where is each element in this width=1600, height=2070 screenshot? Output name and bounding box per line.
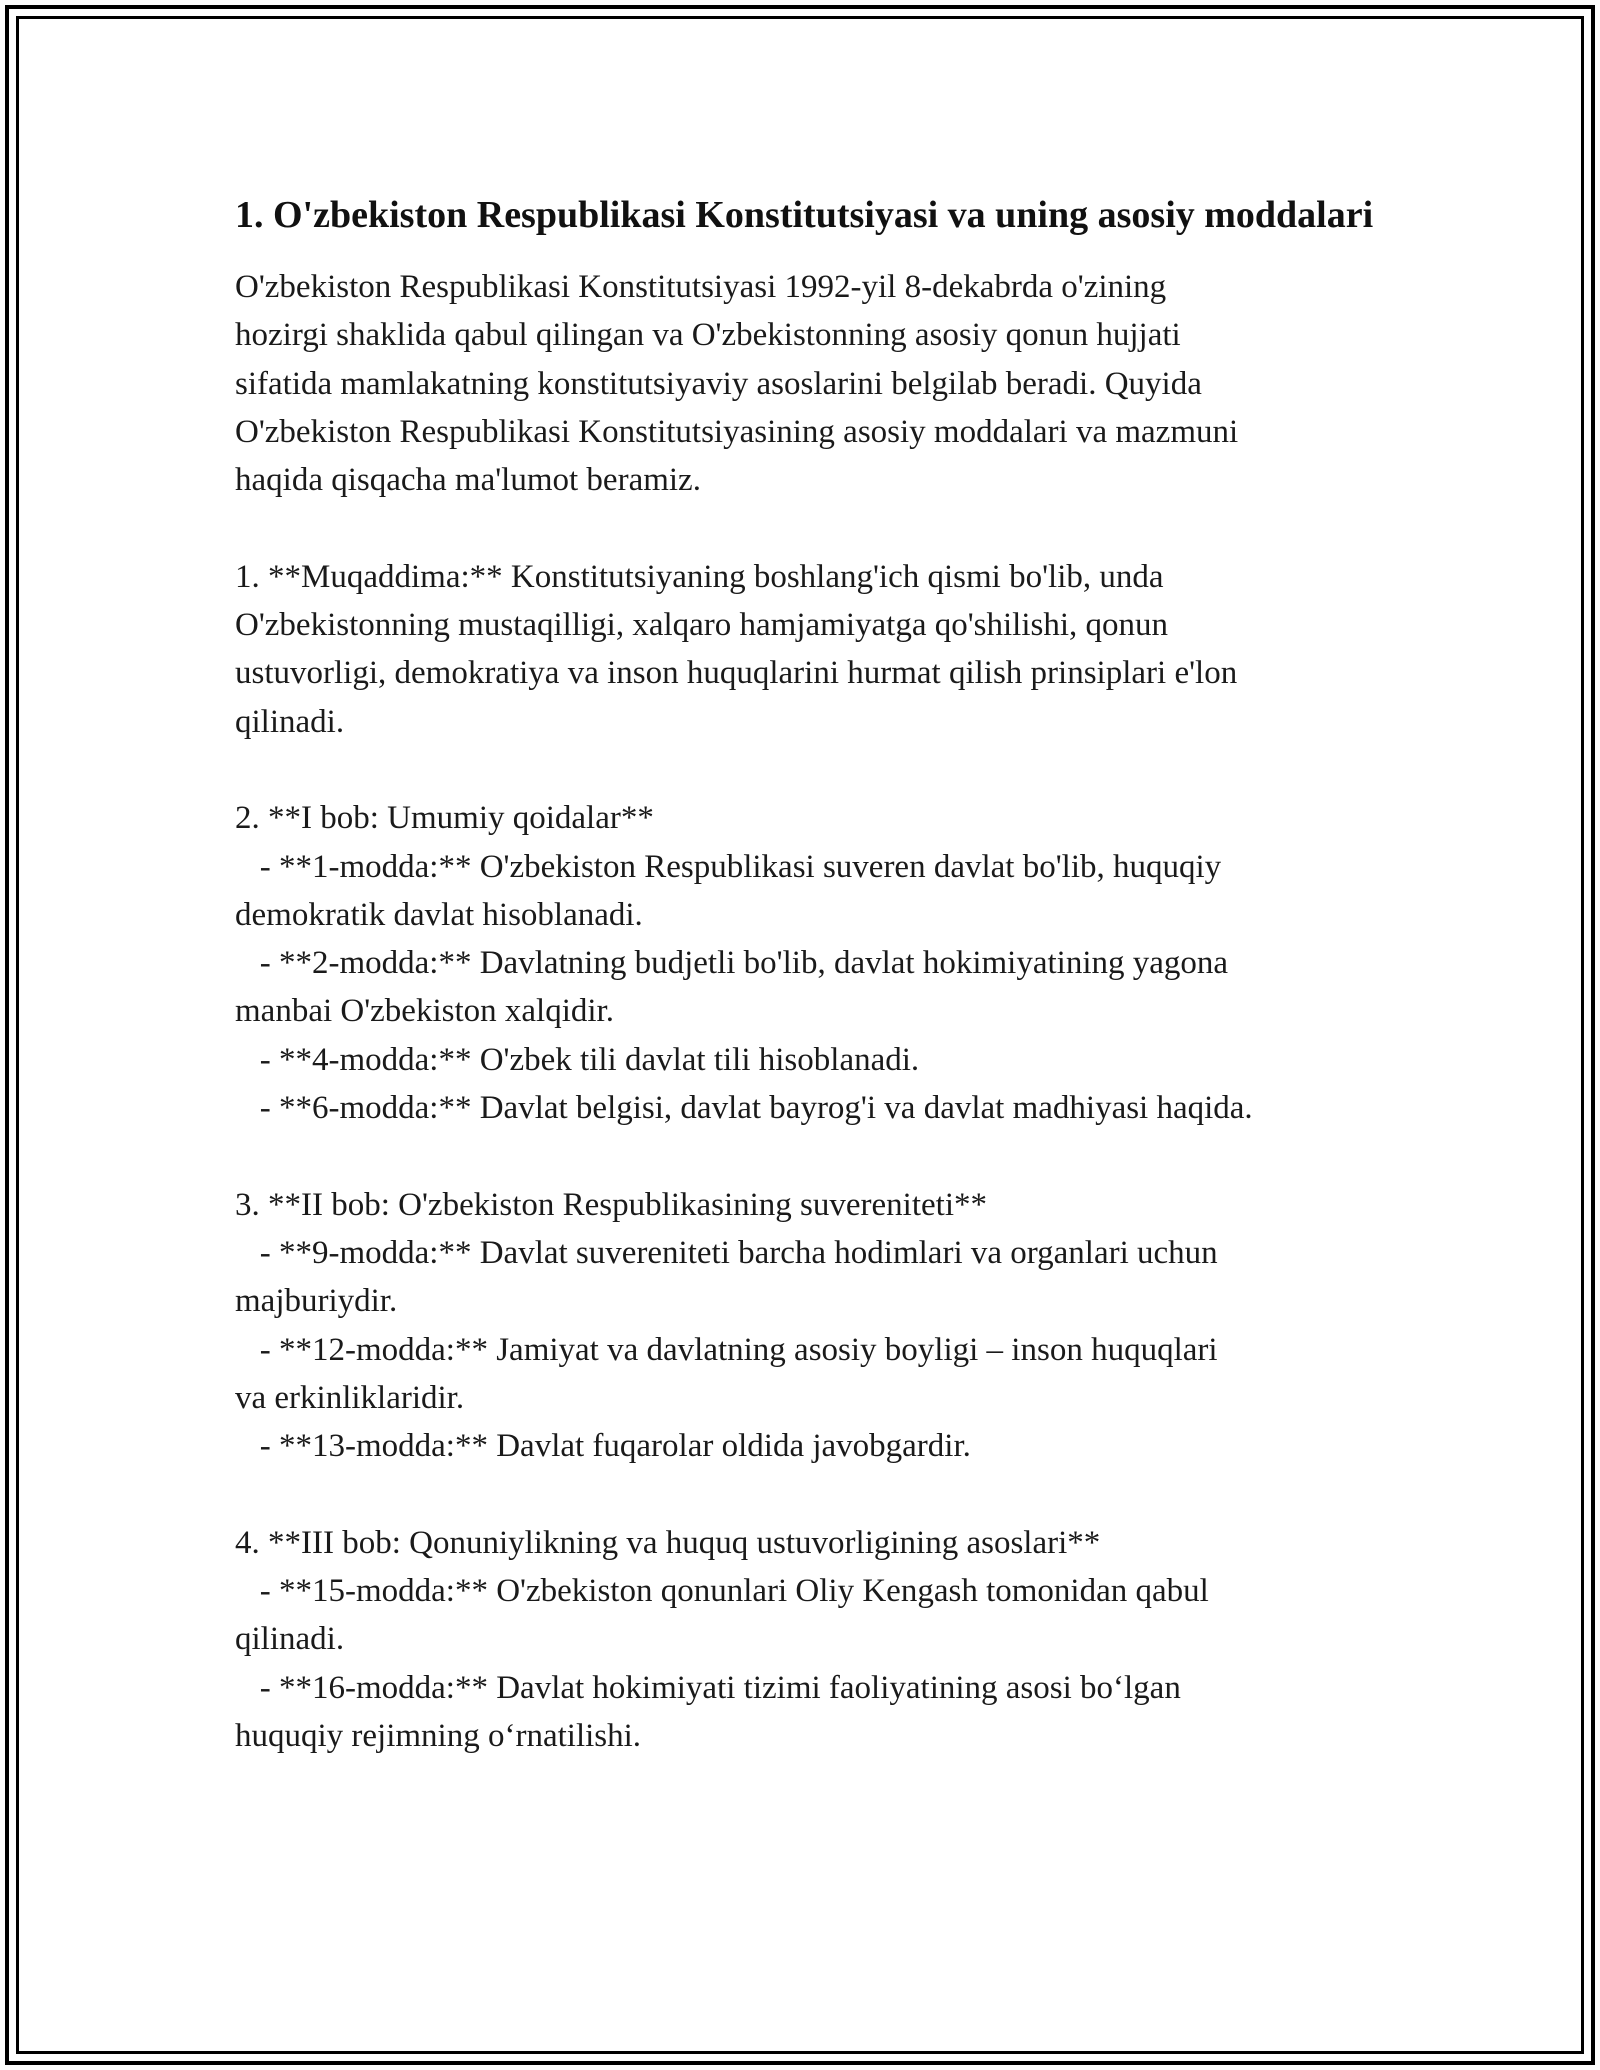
document-body: O'zbekiston Respublikasi Konstitutsiyasi 1992-yil 8-dekabrda o'zining hozirgi shaklida qabul qilingan va O'zbekistonning asosiy qonun hujjati sifatida mamlakatning konstitutsiyaviy asoslarini belgilab beradi. Quyida O'zbekiston Respublikasi Konstitutsiyasining asosiy moddalari va mazmuni haqida qisqacha ma'lumot beramiz. 1. **Muqaddima:** Konstitutsiyaning boshlang'ich qismi bo'lib, unda O'zbekistonning mustaqilligi, xalqaro hamjamiyatga qo'shilishi, qonun ustuvorligi, demokratiya va inson huquqlarini hurmat qilish prinsiplari e'lon qilinadi. 2. **I bob: Umumiy qoidalar** - **1-modda:** O'zbekiston Respublikasi suveren davlat bo'lib, huquqiy demokratik davlat hisoblanadi. - **2-modda:** Davlatning budjetli bo'lib, davlat hokimiyatining yagona manbai O'zbekiston xalqidir. - **4-modda:** O'zbek tili davlat tili hisoblanadi. - **6-modda:** Davlat belgisi, davlat bayrog'i va davlat madhiyasi haqida. 3. **II bob: O'zbekiston Respublikasining suvereniteti** - **9-modda:** Davlat suvereniteti barcha hodimlari va organlari uchun majburiydir. - **12-modda:** Jamiyat va davlatning asosiy boyligi – inson huquqlari va erkinliklaridir. - **13-modda:** Davlat fuqarolar oldida javobgardir. 4. **III bob: Qonuniylikning va huquq ustuvorligining asoslari** - **15-modda:** O'zbekiston qonunlari Oliy Kengash tomonidan qabul qilinadi. - **16-modda:** Davlat hokimiyati tizimi faoliyatining asosi bo‘lgan huquqiy rejimning o‘rnatilishi.: [235, 269, 1253, 1754]
document-content: [235, 188, 1385, 1760]
document-title: 1. O'zbekiston Respublikasi Konstitutsiyasi va uning asosiy moddalari: [235, 194, 1374, 236]
